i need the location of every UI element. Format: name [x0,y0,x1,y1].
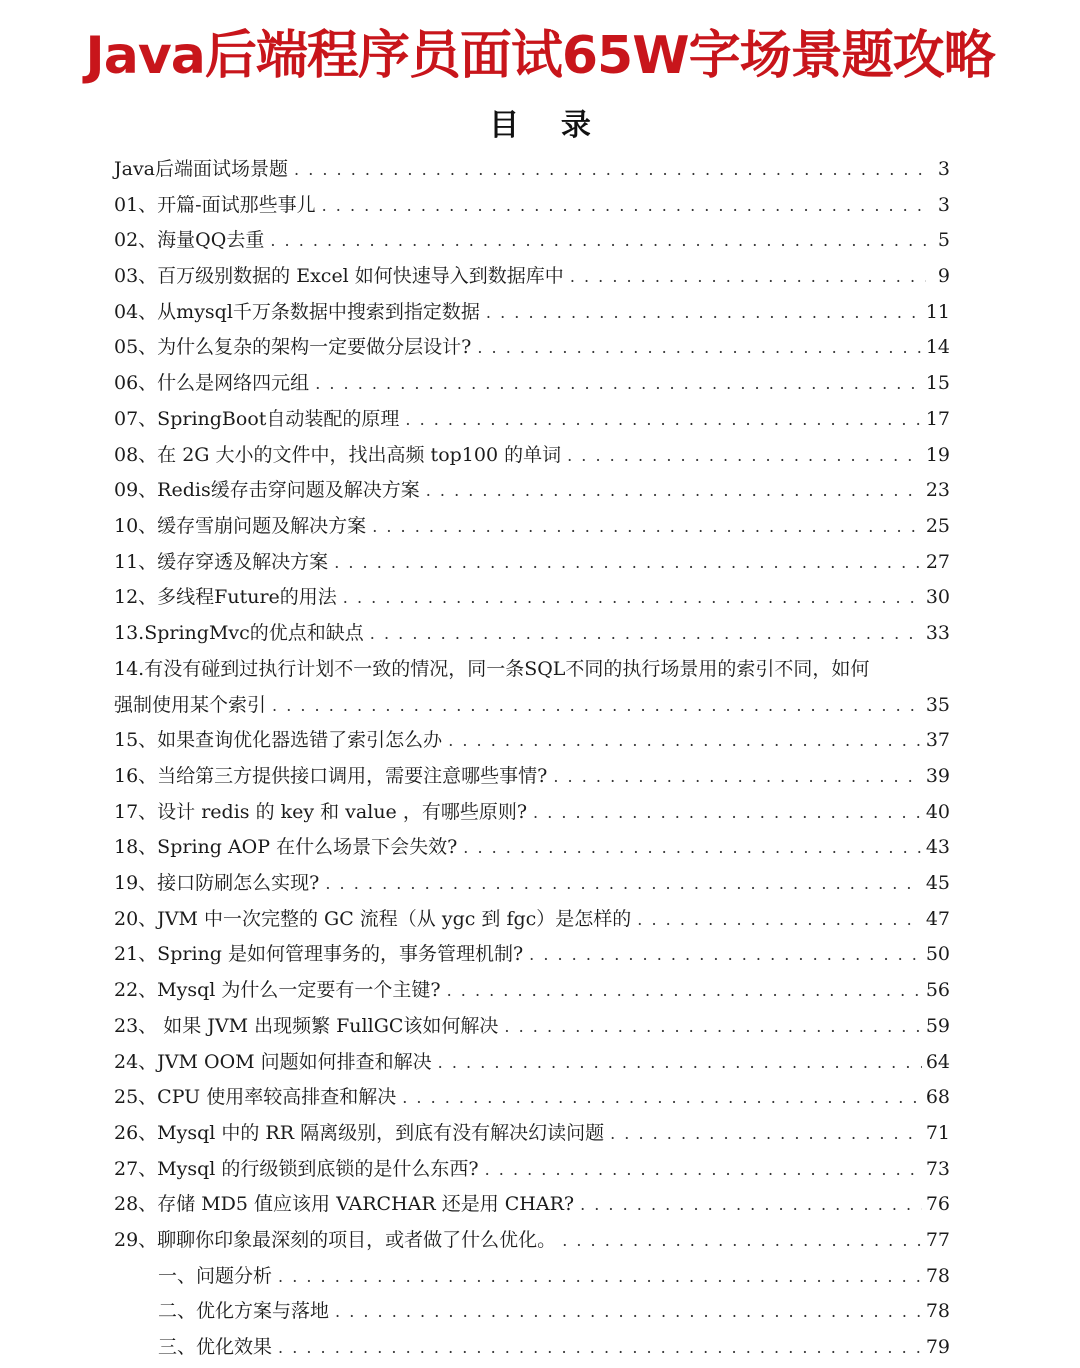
toc-entry-title: 11、缓存穿透及解决方案 [114,550,329,573]
toc-page-number: 25 [925,514,950,537]
toc-entry[interactable] [114,297,950,333]
toc-dot-leader [463,838,922,857]
toc-entry-title: 23、 如果 JVM 出现频繁 FullGC该如何解决 [114,1014,499,1037]
toc-entry[interactable] [114,1332,950,1368]
toc-entry[interactable] [114,1225,950,1261]
toc-page-number: 23 [925,479,950,502]
toc-entry[interactable] [114,654,950,690]
toc-entry[interactable] [114,547,950,583]
toc-page-number: 19 [925,443,950,466]
toc-entry-title: 09、Redis缓存击穿问题及解决方案 [114,479,420,502]
toc-dot-leader [402,1088,922,1107]
toc-page-number: 3 [937,193,950,216]
toc-entry-title: 01、开篇-面试那些事儿 [114,193,316,216]
toc-dot-leader [562,1231,922,1250]
toc-dot-leader [580,1195,922,1214]
toc-page-number: 73 [925,1157,950,1180]
toc-entry-title: 二、优化方案与落地 [158,1300,330,1323]
toc-entry[interactable] [114,440,950,476]
toc-page-number: 79 [925,1336,950,1358]
toc-dot-leader [486,303,922,322]
toc-page-number: 50 [925,943,950,966]
toc-entry[interactable] [114,618,950,654]
toc-page-number: 78 [925,1264,950,1287]
toc-page-number: 3 [937,158,950,180]
toc-entry[interactable] [114,868,950,904]
toc-page-number: 43 [925,836,950,859]
toc-dot-leader [343,588,922,607]
toc-heading: 目 录 [489,108,591,143]
toc-page-number: 56 [925,979,950,1002]
toc-dot-leader [270,231,926,250]
toc-page-number: 33 [925,621,950,644]
toc-dot-leader [335,1302,922,1321]
toc-dot-leader [447,981,922,1000]
toc-entry[interactable] [114,404,950,440]
toc-entry[interactable] [114,1189,950,1225]
toc-dot-leader [438,1053,922,1072]
toc-entry-title: 18、Spring AOP 在什么场景下会失效? [114,836,458,859]
toc-dot-leader [529,945,922,964]
toc-page-number: 17 [925,407,950,430]
toc-entry[interactable] [114,975,950,1011]
banner-title: Java后端程序员面试65W字场景题攻略 [85,26,995,86]
toc-entry-title: 三、优化效果 [158,1336,273,1358]
toc-entry-title: 26、Mysql 中的 RR 隔离级别，到底有没有解决幻读问题 [114,1121,605,1144]
toc-entry-title: 06、什么是网络四元组 [114,372,310,395]
toc-dot-leader [504,1017,921,1036]
toc-entry[interactable] [114,368,950,404]
toc-page-number: 40 [925,800,950,823]
toc-page-number: 15 [925,372,950,395]
toc-page-number: 11 [925,300,950,323]
toc-entry-title: 27、Mysql 的行级锁到底锁的是什么东西? [114,1157,479,1180]
toc-dot-leader [294,160,926,179]
toc-entry[interactable] [114,1154,950,1190]
toc-page-number: 78 [925,1300,950,1323]
toc-page-number: 9 [937,265,950,288]
toc-entry[interactable] [114,690,950,726]
toc-entry-title: 24、JVM OOM 问题如何排查和解决 [114,1050,432,1073]
toc-entry-title: 19、接口防刷怎么实现? [114,872,320,895]
toc-page-number: 76 [925,1193,950,1216]
toc-dot-leader [322,196,926,215]
toc-page-number: 27 [925,550,950,573]
toc-dot-leader [567,446,922,465]
toc-entry-title: 10、缓存雪崩问题及解决方案 [114,514,367,537]
toc-dot-leader [278,1267,922,1286]
toc-dot-leader [278,1338,922,1357]
toc-entry[interactable] [114,1296,950,1332]
toc-entry-title: 17、设计 redis 的 key 和 value ，有哪些原则? [114,800,528,823]
toc-entry[interactable] [114,261,950,297]
toc-entry-title: 15、如果查询优化器选错了索引怎么办 [114,729,443,752]
toc-entry-title: 一、问题分析 [158,1264,273,1287]
toc-entry-title: Java后端面试场景题 [114,158,289,180]
toc-page-number: 45 [925,872,950,895]
toc-dot-leader [405,410,921,429]
toc-page-number: 59 [925,1014,950,1037]
toc-entry[interactable] [114,761,950,797]
toc-entry-title: 强制使用某个索引 [114,693,267,716]
toc-dot-leader [315,374,922,393]
toc-dot-leader [272,696,922,715]
toc-dot-leader [334,553,922,572]
toc-page-number: 30 [925,586,950,609]
toc-dot-leader [372,517,922,536]
toc-entry-title: 05、为什么复杂的架构一定要做分层设计? [114,336,472,359]
toc-entry-title: 02、海量QQ去重 [114,229,265,252]
toc-dot-leader [370,624,922,643]
toc-page-number: 71 [925,1121,950,1144]
toc-dot-leader [553,767,921,786]
toc-dot-leader [570,267,926,286]
toc-entry[interactable] [114,1011,950,1047]
toc-entry-title: 16、当给第三方提供接口调用，需要注意哪些事情? [114,765,548,787]
toc-entry[interactable] [114,939,950,975]
toc-dot-leader [485,1160,922,1179]
toc-entry-title: 12、多线程Future的用法 [114,586,337,609]
toc-entry[interactable] [114,725,950,761]
toc-page-number: 39 [925,765,950,787]
toc-entry-title: 28、存储 MD5 值应该用 VARCHAR 还是用 CHAR? [114,1193,575,1216]
toc-entry[interactable] [114,1118,950,1154]
toc-page-number: 68 [925,1086,950,1109]
toc-entry[interactable] [114,904,950,940]
toc-entry[interactable] [114,154,950,190]
toc-entry[interactable] [114,225,950,261]
toc-entry[interactable] [114,1082,950,1118]
toc-entry[interactable] [114,582,950,618]
toc-entry[interactable] [114,832,950,868]
toc-entry-title: 22、Mysql 为什么一定要有一个主键? [114,979,441,1002]
toc-entry-title: 25、CPU 使用率较高排查和解决 [114,1086,397,1109]
toc-entry-title: 20、JVM 中一次完整的 GC 流程（从 ygc 到 fgc）是怎样的 [114,907,632,930]
toc-entry-title: 13.SpringMvc的优点和缺点 [114,621,364,644]
toc-entry[interactable] [114,797,950,833]
toc-dot-leader [448,731,922,750]
toc-entry-title: 29、聊聊你印象最深刻的项目，或者做了什么优化。 [114,1228,557,1251]
toc-entry-title: 07、SpringBoot自动装配的原理 [114,407,400,430]
toc-page-number: 5 [937,229,950,252]
toc-entry-title: 21、Spring 是如何管理事务的，事务管理机制? [114,943,524,966]
toc-entry-title: 14.有没有碰到过执行计划不一致的情况，同一条SQL不同的执行场景用的索引不同，如何 [114,657,870,680]
toc-entry[interactable] [114,1261,950,1297]
toc-entry[interactable] [114,511,950,547]
toc-page-number: 14 [925,336,950,359]
toc-dot-leader [477,338,921,357]
toc-dot-leader [325,874,921,893]
toc-page-number: 64 [925,1050,950,1073]
toc-entry-title: 03、百万级别数据的 Excel 如何快速导入到数据库中 [114,265,564,288]
table-of-contents [114,154,950,1368]
toc-entry-title: 08、在 2G 大小的文件中，找出高频 top100 的单词 [114,443,562,466]
toc-page-number: 47 [925,907,950,930]
toc-entry-title: 04、从mysql千万条数据中搜索到指定数据 [114,300,480,323]
toc-dot-leader [637,910,922,929]
toc-page-number: 77 [925,1228,950,1251]
toc-entry[interactable] [114,332,950,368]
toc-entry[interactable] [114,475,950,511]
toc-dot-leader [533,803,922,822]
toc-page-number: 37 [925,729,950,752]
toc-entry[interactable] [114,190,950,226]
toc-page-number: 35 [925,693,950,716]
toc-entry[interactable] [114,1047,950,1083]
toc-dot-leader [426,481,922,500]
toc-dot-leader [610,1124,922,1143]
